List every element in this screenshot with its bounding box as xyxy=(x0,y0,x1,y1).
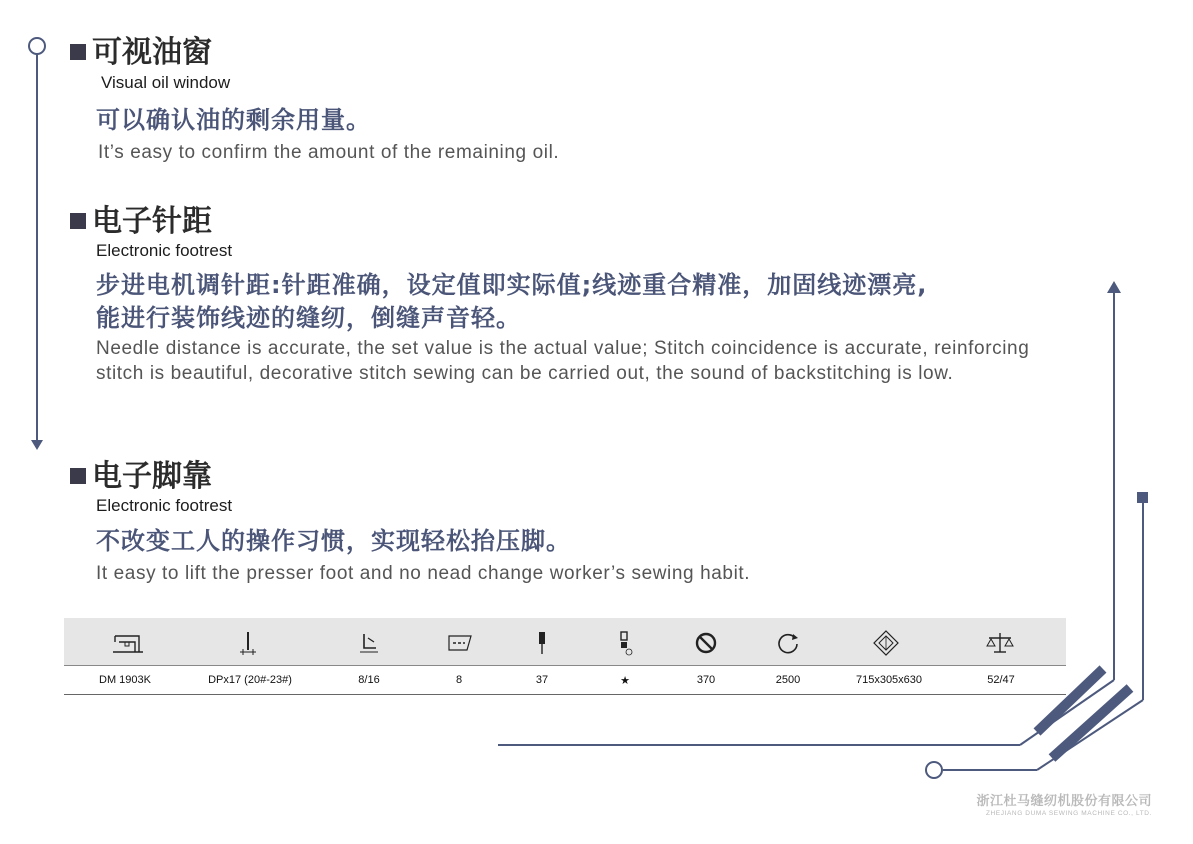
spec-value-thread-tension: ★ xyxy=(620,675,630,687)
section-title xyxy=(70,36,212,70)
package-size-icon xyxy=(869,630,903,656)
section-title-text: 可视油窗 xyxy=(92,35,212,70)
spec-value-package-size: 715x305x630 xyxy=(855,674,923,686)
motor-power-icon xyxy=(689,630,723,656)
spec-value-motor-power: 370 xyxy=(696,674,716,686)
spec-value-needle: DPx17 (20#-23#) xyxy=(208,674,292,686)
spec-value-presser-lift: 8/16 xyxy=(358,674,380,686)
bullet-square-icon xyxy=(70,44,86,60)
spec-value-speed: 2500 xyxy=(775,674,801,686)
section-cn-text: 能进行装饰线迹的缝纫，倒缝声音轻。 xyxy=(96,304,521,332)
section-cn-text: 不改变工人的操作习惯，实现轻松抬压脚。 xyxy=(96,527,571,555)
company-name-cn: 浙江杜马缝纫机股份有限公司 xyxy=(976,794,1152,809)
section-title-text: 电子脚靠 xyxy=(92,459,212,494)
stitch-length-icon xyxy=(443,630,477,656)
spec-value-model: DM 1903K xyxy=(99,674,151,686)
section-subtitle: Electronic footrest xyxy=(96,241,233,260)
spec-table-header xyxy=(64,618,1066,665)
spec-value-weight: 52/47 xyxy=(987,674,1015,686)
section-subtitle: Electronic footrest xyxy=(96,496,233,515)
presser-foot-lift-icon xyxy=(352,630,386,656)
spec-table-divider xyxy=(64,665,1066,666)
section-title xyxy=(70,205,212,239)
section-cn-text: 步进电机调针距:针距准确，设定值即实际值;线迹重合精准，加固线迹漂亮, xyxy=(96,271,928,299)
section-en-text: It’s easy to confirm the amount of the remaining oil. xyxy=(98,142,560,163)
thread-tension-icon xyxy=(608,630,642,656)
section-title-text: 电子针距 xyxy=(92,204,212,239)
spec-value-stitch-length: 8 xyxy=(455,674,463,686)
section-cn-text: 可以确认油的剩余用量。 xyxy=(96,106,371,134)
needle-bar-stroke-icon xyxy=(525,630,559,656)
weight-scale-icon xyxy=(983,630,1017,656)
company-logo-text xyxy=(972,790,1152,817)
needle-icon xyxy=(231,630,265,656)
section-subtitle: Visual oil window xyxy=(101,73,231,92)
section-en-text: It easy to lift the presser foot and no nead change worker’s sewing habit. xyxy=(96,563,751,584)
speed-rotation-icon xyxy=(771,630,805,656)
bullet-square-icon xyxy=(70,213,86,229)
company-name-en: ZHEJIANG DUMA SEWING MACHINE CO., LTD. xyxy=(985,810,1152,817)
section-title xyxy=(70,460,212,494)
spec-value-needle-bar: 37 xyxy=(535,674,549,686)
spec-table-bottom-line xyxy=(64,694,1066,695)
bullet-square-icon xyxy=(70,468,86,484)
section-en-text: Needle distance is accurate, the set value is the actual value; Stitch coincidence is accurate, reinforcing stitch is beautiful, decorative stitch sewing can be carried out, the sound of backstitching is low. xyxy=(96,338,1030,384)
sewing-machine-icon xyxy=(111,630,145,656)
